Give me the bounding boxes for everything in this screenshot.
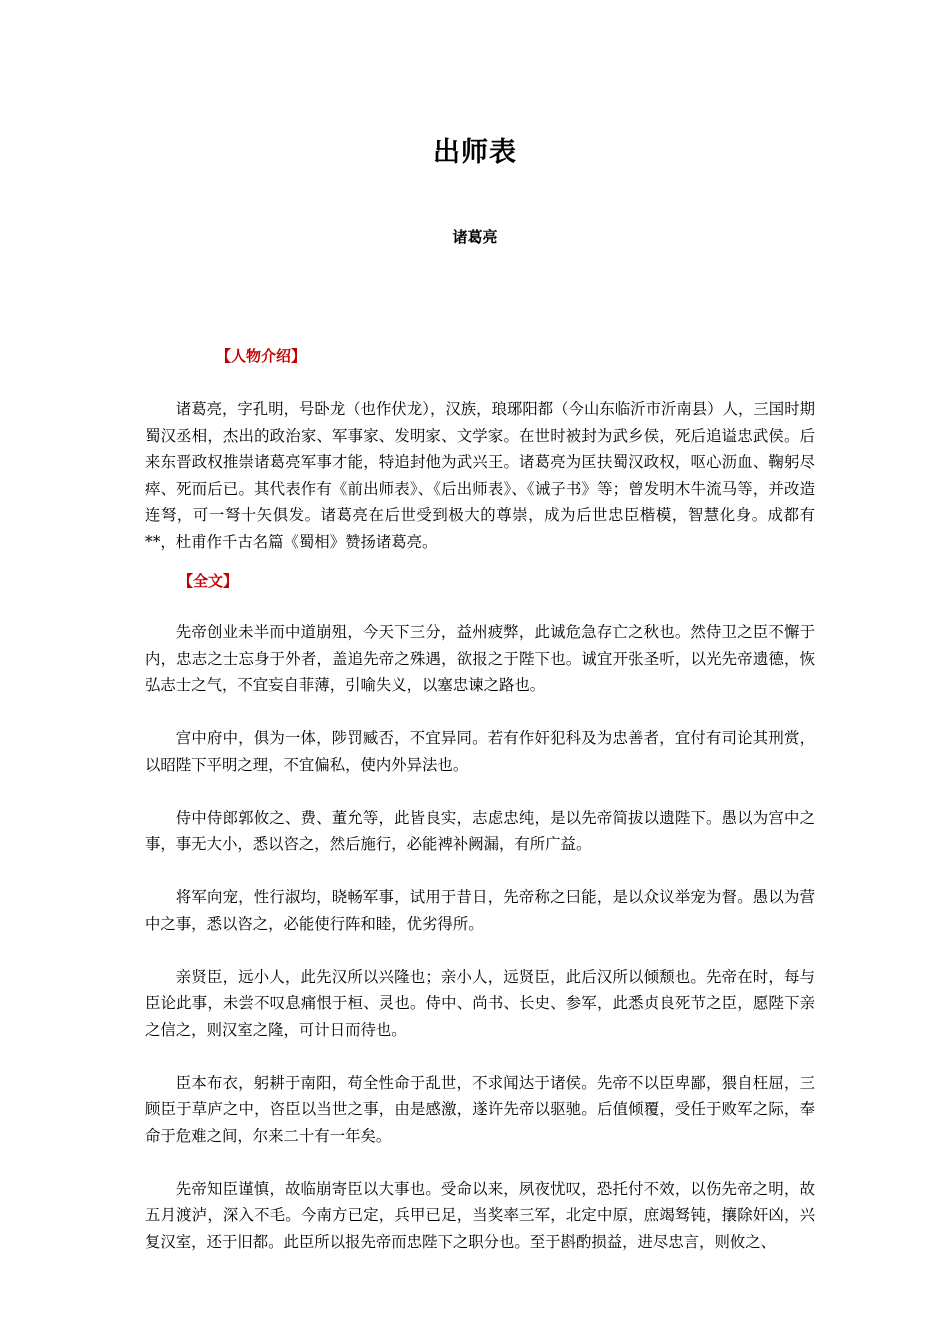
full-text-paragraph: 臣本布衣，躬耕于南阳，苟全性命于乱世，不求闻达于诸侯。先帝不以臣卑鄙，猥自枉屈，三顾臣于草庐之中，咨臣以当世之事，由是感激，遂许先帝以驱驰。后值倾覆，受任于败军之际，奉命于危难之间，尔来二十有一年矣。 xyxy=(145,1073,815,1145)
bracket-close: 】 xyxy=(291,347,307,365)
intro-body xyxy=(145,396,815,555)
document-title: 出师表 xyxy=(433,137,517,168)
section-heading-intro xyxy=(216,345,306,366)
intro-paragraph: 诸葛亮，字孔明，号卧龙（也作伏龙），汉族，琅琊阳都（今山东临沂市沂南县）人，三国时期蜀汉丞相，杰出的政治家、军事家、发明家、文学家。在世时被封为武乡侯，死后追谥忠武侯。后来东晋政权推崇诸葛亮军事才能，特追封他为武兴王。诸葛亮为匡扶蜀汉政权，呕心沥血、鞠躬尽瘁、死而后已。其代表作有《前出师表》、《后出师表》、《诫子书》等；曾发明木牛流马等，并改造连弩，可一弩十矢俱发。诸葛亮在后世受到极大的尊崇，成为后世忠臣楷模，智慧化身。成都有**，杜甫作千古名篇《蜀相》赞扬诸葛亮。 xyxy=(145,400,815,551)
full-text-paragraph: 亲贤臣，远小人，此先汉所以兴隆也；亲小人，远贤臣，此后汉所以倾颓也。先帝在时，每与臣论此事，未尝不叹息痛恨于桓、灵也。侍中、尚书、长史、参军，此悉贞良死节之臣，愿陛下亲之信之，则汉室之隆，可计日而待也。 xyxy=(145,967,815,1039)
bracket-open: 【 xyxy=(216,347,232,365)
bracket-close: 】 xyxy=(223,572,239,590)
full-text-body xyxy=(145,619,815,1282)
section-heading-full-text xyxy=(178,570,238,591)
section-label-intro: 人物介绍 xyxy=(231,347,292,365)
full-text-paragraph: 将军向宠，性行淑均，晓畅军事，试用于昔日，先帝称之曰能，是以众议举宠为督。愚以为营中之事，悉以咨之，必能使行阵和睦，优劣得所。 xyxy=(145,888,815,933)
section-label-full-text: 全文 xyxy=(193,572,224,590)
document-author: 诸葛亮 xyxy=(452,228,498,246)
full-text-paragraph: 先帝创业未半而中道崩殂，今天下三分，益州疲弊，此诚危急存亡之秋也。然侍卫之臣不懈于内，忠志之士忘身于外者，盖追先帝之殊遇，欲报之于陛下也。诚宜开张圣听，以光先帝遗德，恢弘志士之气，不宜妄自菲薄，引喻失义，以塞忠谏之路也。 xyxy=(145,623,815,694)
bracket-open: 【 xyxy=(178,572,194,590)
full-text-paragraph: 侍中侍郎郭攸之、费、董允等，此皆良实，志虑忠纯，是以先帝简拔以遗陛下。愚以为宫中之事，事无大小，悉以咨之，然后施行，必能裨补阙漏，有所广益。 xyxy=(145,808,815,853)
full-text-paragraph: 宫中府中，俱为一体，陟罚臧否，不宜异同。若有作奸犯科及为忠善者，宜付有司论其刑赏，以昭陛下平明之理，不宜偏私，使内外异法也。 xyxy=(145,729,815,774)
full-text-paragraph: 先帝知臣谨慎，故临崩寄臣以大事也。受命以来，夙夜忧叹，恐托付不效，以伤先帝之明，故五月渡泸，深入不毛。今南方已定，兵甲已足，当奖率三军，北定中原，庶竭驽钝，攘除奸凶，兴复汉室，还于旧都。此臣所以报先帝而忠陛下之职分也。至于斟酌损益，进尽忠言，则攸之、 xyxy=(145,1179,815,1251)
